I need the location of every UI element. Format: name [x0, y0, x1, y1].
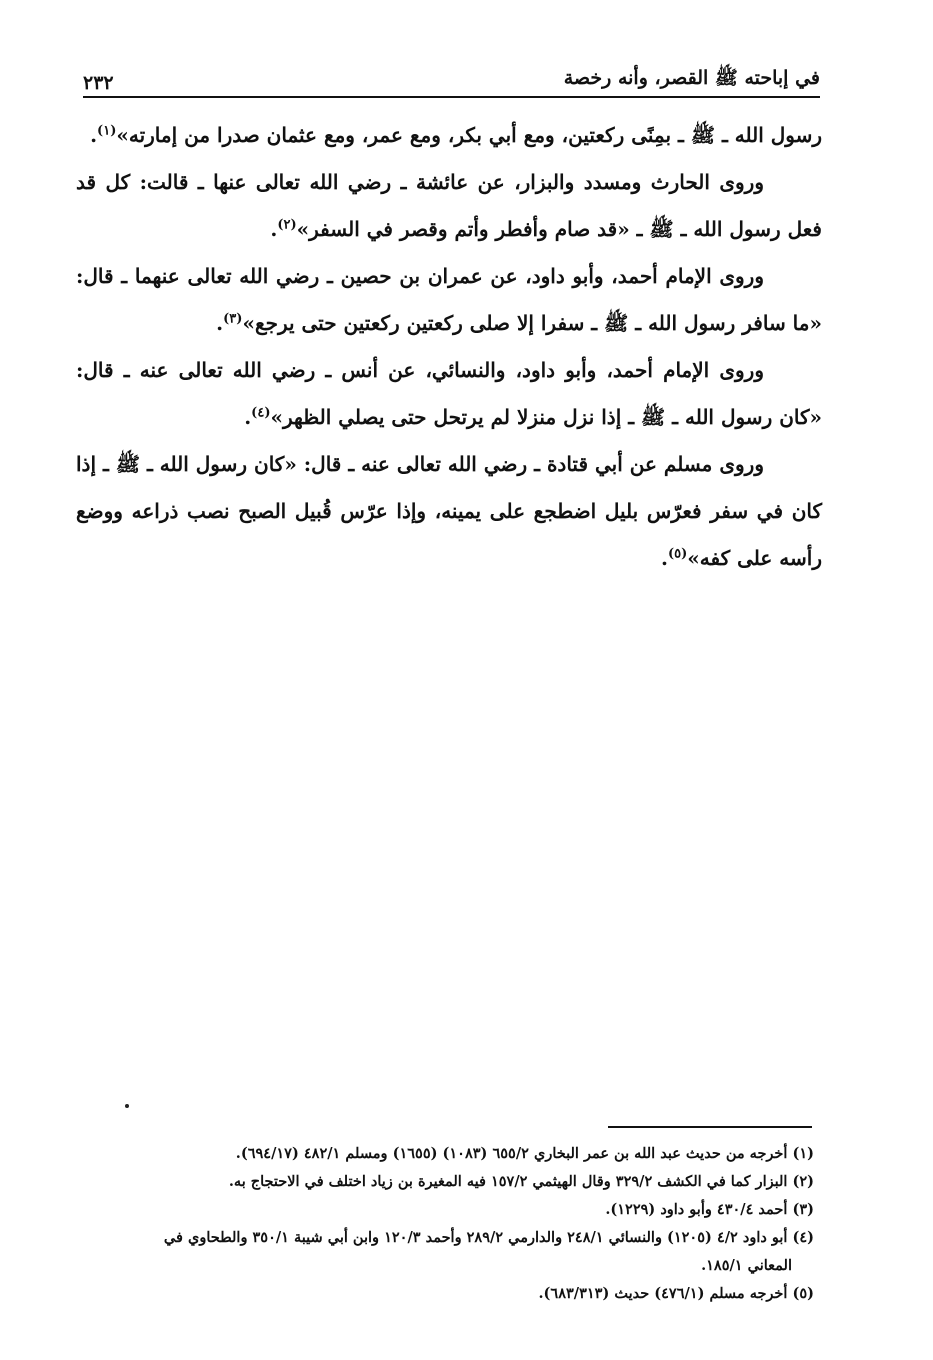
- footnote-4: (٤) أبو داود ٤/٢ (١٢٠٥) والنسائي ٢٤٨/١ والدارمي ٢٨٩/٢ وأحمد ١٢٠/٣ وابن أبي شيبة ٣٥٠/١ والطحاوي في المعاني ١٨٥/١.: [66, 1224, 816, 1280]
- scan-speck: [125, 1104, 129, 1108]
- footnote-rule: [608, 1126, 812, 1128]
- footnote-4-continuation: المعاني ١٨٥/١.: [701, 1257, 792, 1274]
- footnote-1: (١) أخرجه من حديث عبد الله بن عمر البخاري ٦٥٥/٢ (١٠٨٣) (١٦٥٥) ومسلم ٤٨٢/١ (٦٩٤/١٧).: [235, 1145, 814, 1162]
- paragraph-4: وروى الإمام أحمد، وأبو داود، والنسائي، عن أنس ـ رضي الله تعالى عنه ـ قال: «كان رسول الله ـ ﷺ ـ إذا نزل منزلا لم يرتحل حتى يصلي الظهر»$^{(٤)}$.: [76, 358, 822, 429]
- page-number: ٢٣٢: [83, 72, 114, 94]
- paragraph-1: رسول الله ـ ﷺ ـ بمِنًى ركعتين، ومع أبي بكر، ومع عمر، ومع عثمان صدرا من إمارته»$^{(١)}$.: [90, 123, 822, 147]
- footnote-ref: (٢): [277, 217, 297, 233]
- page-header: [83, 58, 820, 94]
- paragraph-2: وروى الحارث ومسدد والبزار، عن عائشة ـ رضي الله تعالى عنها ـ قالت: كل قد فعل رسول الله ـ ﷺ ـ «قد صام وأفطر وأتم وقصر في السفر»$^{(٢)}$.: [76, 170, 822, 241]
- paragraph-5: وروى مسلم عن أبي قتادة ـ رضي الله تعالى عنه ـ قال: «كان رسول الله ـ ﷺ ـ إذا كان في سفر فعرّس بليل اضطجع على يمينه، وإذا عرّس قُبيل الصبح نصب ذراعه ووضع رأسه على كفه»$^{(٥)}$.: [76, 452, 822, 570]
- footnote-ref: (١): [97, 123, 117, 139]
- main-text: [76, 112, 822, 582]
- footnote-3: (٣) أحمد ٤٣٠/٤ وأبو داود (١٢٢٩).: [605, 1201, 814, 1218]
- paragraph-3: وروى الإمام أحمد، وأبو داود، عن عمران بن حصين ـ رضي الله تعالى عنهما ـ قال: «ما سافر رسول الله ـ ﷺ ـ سفرا إلا صلى ركعتين ركعتين حتى يرجع»$^{(٣)}$.: [76, 264, 822, 335]
- running-title: في إباحته ﷺ القصر، وأنه رخصة: [563, 67, 820, 89]
- header-rule: [83, 96, 820, 98]
- footnote-ref: (٥): [667, 546, 688, 562]
- footnote-2: (٢) البزار كما في الكشف ٣٢٩/٢ وقال الهيثمي ١٥٧/٢ فيه المغيرة بن زياد اختلف في الاحتجاج به.: [228, 1173, 814, 1190]
- footnote-5: (٥) أخرجه مسلم (٤٧٦/١) حديث (٦٨٣/٣١٣).: [538, 1285, 814, 1302]
- footnote-ref: (٤): [251, 405, 271, 421]
- footnotes: [66, 1140, 816, 1308]
- footnote-ref: (٣): [223, 311, 243, 327]
